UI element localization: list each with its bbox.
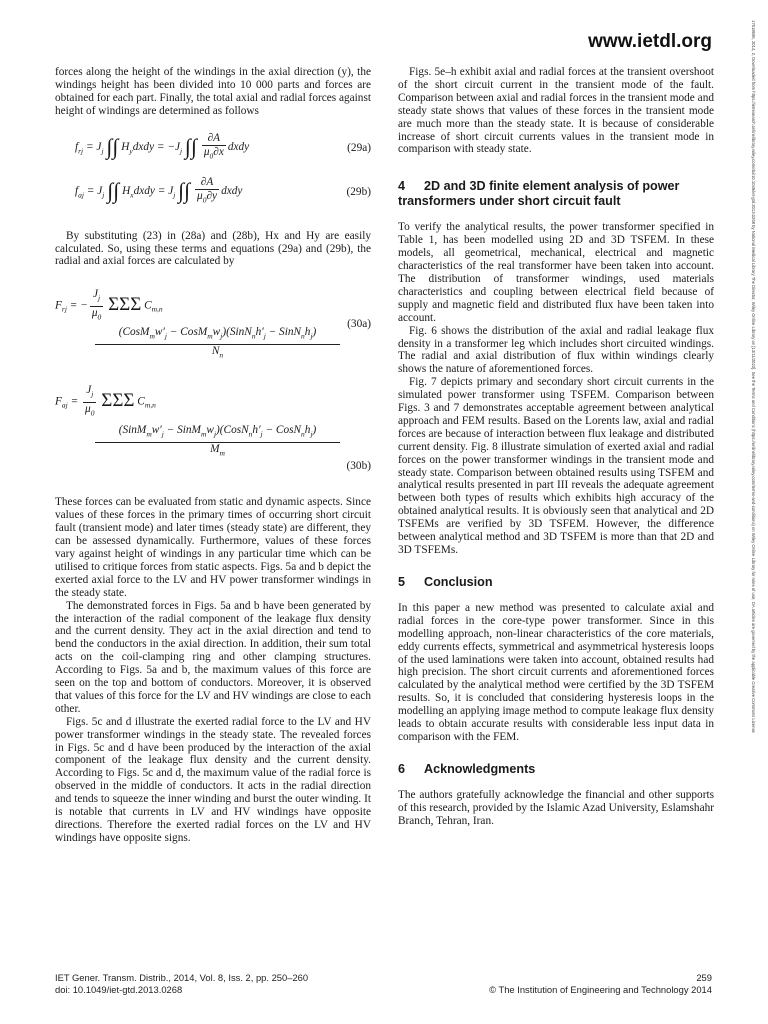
download-notice xyxy=(745,20,759,1010)
section-6-title: Acknowledgments xyxy=(424,761,536,776)
equation-29a: $f_{rj} = J_j$ ∫∫ $H_ydxdy = -J_j$ ∫∫ $\frac{\partial A}{\mu_0\partial x}$ dxdy (29a) xyxy=(75,131,371,160)
section-5-paragraph: In this paper a new method was presented to calculate axial and radial forces in the core-type power transformer. Since in this modelling approach, non-linear characteristics of the core materials, eddy currents effects, symmetrical and asymmetrical hysteresis loops of the used laminations were taken into account, obtained results had high precision. The short circuit currents and aforementioned forces calculated by the analytical method were certified by the 3D TSFEM results. So, it is concluded that considering hysteresis loops in the modelling an applying image method to compute leakage flux density leads to obtain accurate results with considerable less input data in comparison with the FEM. xyxy=(398,601,714,743)
footer-copyright: © The Institution of Engineering and Technology 2014 xyxy=(489,984,712,995)
equation-30b: $F_{aj}$ = $\frac{J_j}{\mu_0}$ ΣΣΣ $C_{m,n}$ ($SinM_mw'_j$ − $SinM_mw_j)(CosN_nh'_j$ − $CosN_nh_j$) $M_m$ (30b) xyxy=(55,384,371,473)
substitution-paragraph: By substituting (23) in (28a) and (28b), Hx and Hy are easily calculated. So, using these terms and equations (29a) and (29b), the radial and axial forces are calculated by xyxy=(55,229,371,268)
footer-page-info xyxy=(489,972,712,996)
equation-30b-tag: (30b) xyxy=(346,460,371,473)
section-4-paragraph-2: Fig. 6 shows the distribution of the axial and radial leakage flux density in a transformer leg which includes short circuited windings. The radial and axial distribution of flux within windings clearly shows the nature of aforementioned forces. xyxy=(398,324,714,376)
footer-citation xyxy=(55,972,308,996)
equation-29b: $f_{aj} = J_j$ ∫∫ $H_xdxdy = J_j$ ∫∫ $\frac{\partial A}{\mu_0\partial y}$ dxdy (29b) xyxy=(75,175,371,204)
section-4-heading xyxy=(398,179,714,209)
left-column xyxy=(55,66,371,845)
section-5-number: 5 xyxy=(398,574,406,589)
section-4-title: 2D and 3D finite element analysis of power transformers under short circuit fault xyxy=(398,179,680,209)
forces-paragraph-1: These forces can be evaluated from static and dynamic aspects. Since values of these forces in the primary times of occurring short circuit fault (transient mode) and later times (steady state) are different, they can be assessed dynamically. Furthermore, values of these forces vary against height of windings in any particular time which can be utilised to critique forces from static aspects. Figs. 5a and b depict the exerted axial force to the LV and HV power transformer windings in the steady state. xyxy=(55,496,371,599)
forces-paragraph-3: Figs. 5c and d illustrate the exerted radial force to the LV and HV power transformer windings in the steady state. The revealed forces in Figs. 5c and d have been produced by the interaction of the axial component of the leakage flux density and the current density. According to Figs. 5c and d, the maximum value of the radial force is observed in the middle of conductors. It acts in the radial direction and tends to squeeze the inner winding and burst the outer winding. It is notable that currents in LV and HV windings have opposite directions. Therefore the exerted radial forces on the LV and HV windings have opposite signs. xyxy=(55,715,371,844)
section-4-paragraph-3: Fig. 7 depicts primary and secondary short circuit currents in the simulated power transformer using TSFEM. Comparison between Figs. 3 and 7 demonstrates acceptable agreement between analytical approach and FEM results. Based on the Lorents law, axial and radial forces are because of interaction between flux leakage and distributed current density. Fig. 8 illustrate simulation of exerted axial and radial forces on the power transformer windings in the transient mode and steady state. Comparison between obtained results using TSFEM and analytical results presented in part III reveals the adequate agreement between both types of results which exhibits high accuracy of the obtained analytical results. It is obviously seen that analytical and 2D TSFEMs are verified by 3D TSFEM. However, the difference between analytical method and 3D TSFEM is more than that 2D and 3D TSFEMs. xyxy=(398,376,714,556)
section-4-number: 4 xyxy=(398,179,406,194)
section-6-heading xyxy=(398,762,714,777)
intro-paragraph: forces along the height of the windings in the axial direction (y), the windings height has been divided into 10 000 parts and forces are obtained for each part. Finally, the total axial and radial forces against height of windings are determined as follows xyxy=(55,66,371,117)
section-6-number: 6 xyxy=(398,761,406,776)
right-column xyxy=(398,66,714,828)
journal-url[interactable]: www.ietdl.org xyxy=(588,31,712,52)
transient-paragraph: Figs. 5e–h exhibit axial and radial forces at the transient overshoot of the short circuit current in the transient mode of the fault. Comparison between axial and radial forces in the transient mode and steady state shows that values of these forces in the transient mode are much more than the steady state. It is because of considerable increase of short circuit currents values in the transient mode in comparison with steady state. xyxy=(398,66,714,156)
equation-30a: $F_{rj}$ = − $\frac{J_j}{\mu_0}$ ΣΣΣ $C_{m,n}$ ($CosM_mw'_j$ − $CosM_mw_j)(SinN_nh'_j$ − $SinN_nh_j$) $N_n$ (30a) xyxy=(55,278,371,368)
equation-30a-tag: (30a) xyxy=(347,318,371,331)
forces-paragraph-2: The demonstrated forces in Figs. 5a and b have been generated by the interaction of the radial component of the leakage flux density and the current density. They act in the axial direction and tend to bend the conductors in the axial direction. In addition, their sum total acts on the coil-clamping ring and other clamping structures. According to Figs. 5a and b, the maximum values of this force are seen on the top and bottom of conductors. Moreover, it is observed that values of this force for the LV and HV windings are close to each other. xyxy=(55,599,371,715)
section-5-title: Conclusion xyxy=(424,574,493,589)
section-4-paragraph-1: To verify the analytical results, the power transformer specified in Table 1, has been modelled using 2D and 3D TSFEM. In these models, all geometrical, mechanical, electrical and magnetic characteristics of the real transformer have been taken into account. The distribution of transformer windings, used materials characteristics and coupling between electrical field because of supply and magnetic field and distributed flux have been taken into account. xyxy=(398,221,714,324)
equation-29a-tag: (29a) xyxy=(347,141,371,154)
footer-journal: IET Gener. Transm. Distrib., 2014, Vol. 8, Iss. 2, pp. 250–260 xyxy=(55,972,309,983)
section-5-heading xyxy=(398,575,714,590)
section-6-paragraph: The authors gratefully acknowledge the financial and other supports of this research, provided by the Islamic Azad University, Eslamshahr Branch, Tehran, Iran. xyxy=(398,788,714,827)
page-number: 259 xyxy=(696,972,712,983)
equation-29b-tag: (29b) xyxy=(346,185,371,198)
footer-doi[interactable]: doi: 10.1049/iet-gtd.2013.0268 xyxy=(55,984,183,995)
download-notice-text: 17518695, 2014, 2, Downloaded from https://ietresearch.onlinelibrary.wiley.com/doi/10.1049/iet-gtd.2013.0268 by National Medical Library The Director, Wiley Online Library on [13/11/2022]. See the Terms and Conditions (https://onlinelibrary.wiley.com/terms-and-conditions) on Wiley Online Library for rules of use; OA articles are governed by the applicable Creative Commons License xyxy=(751,20,756,733)
